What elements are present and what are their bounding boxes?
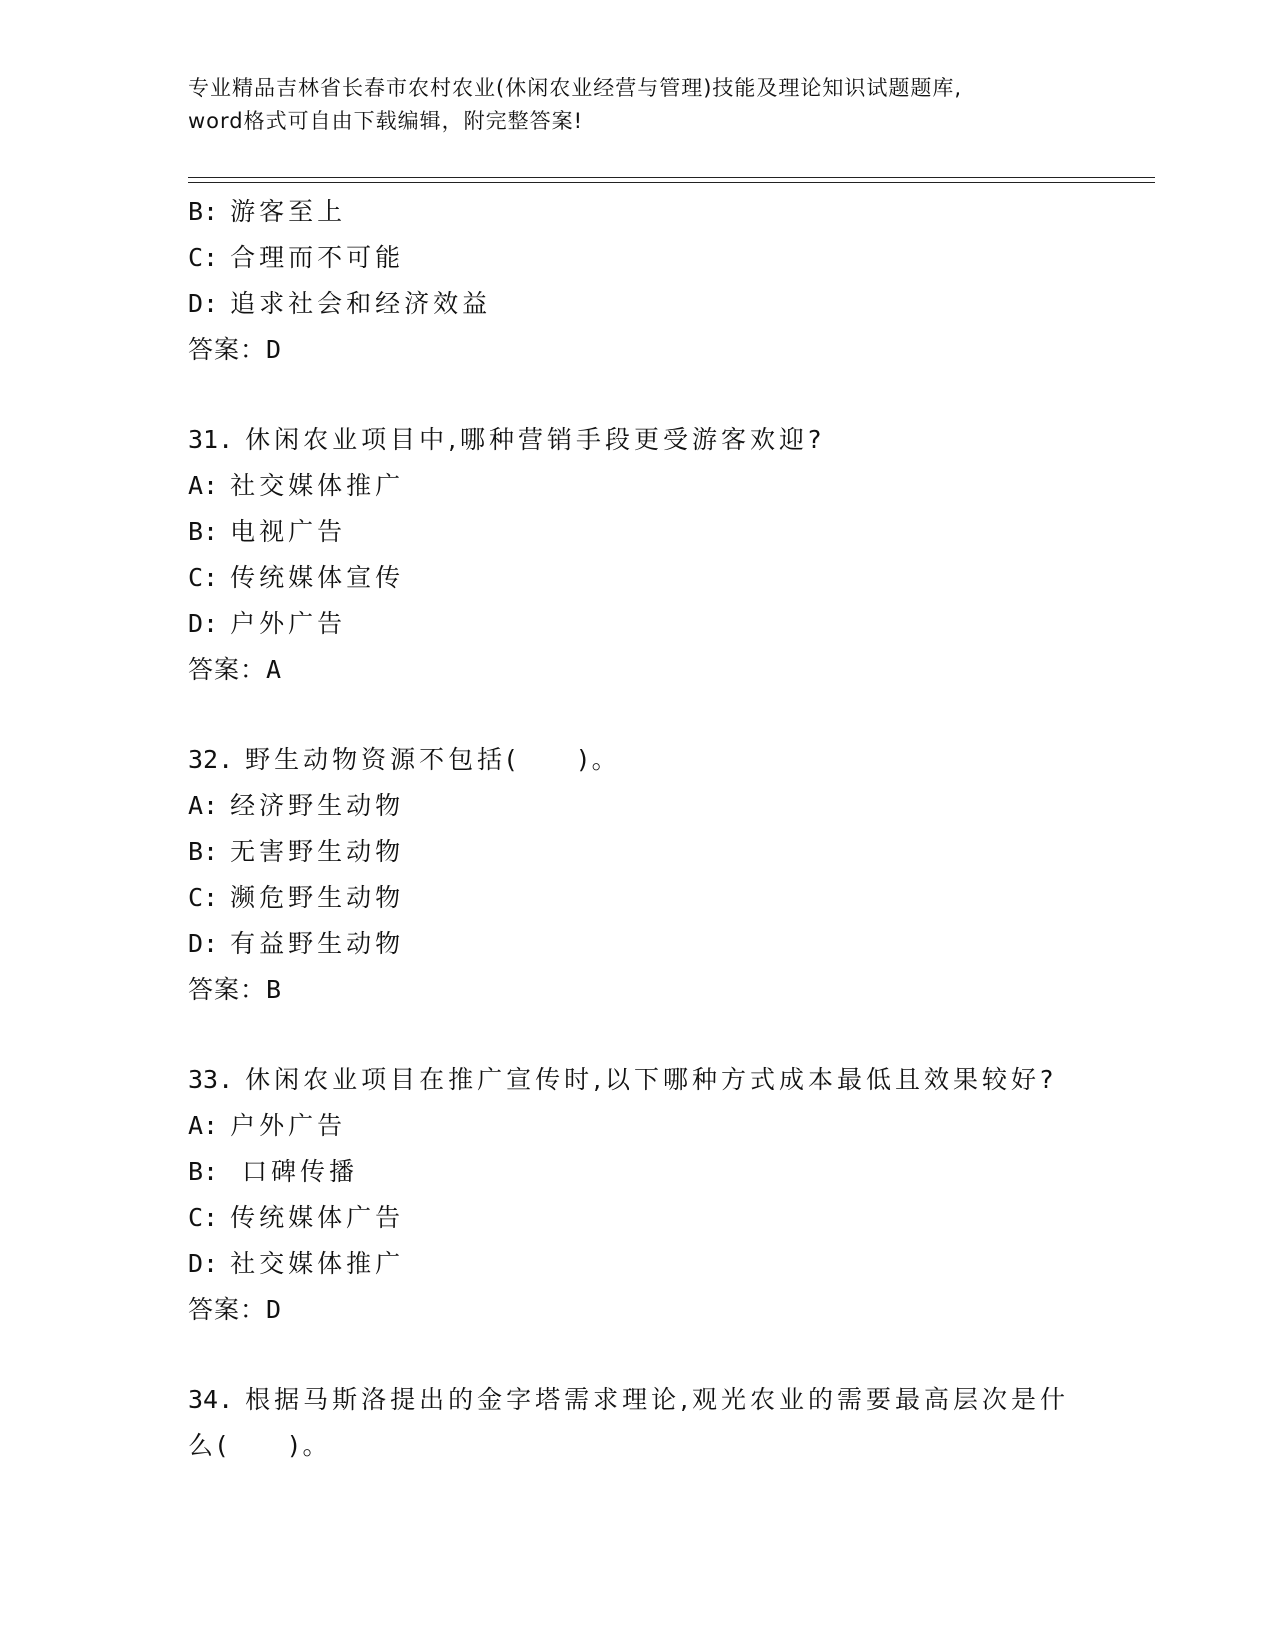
question-text [188,1377,1088,1469]
option-c [188,555,1148,601]
answer-line [188,967,1148,1013]
header-title-line2: word格式可自由下载编辑，附完整答案! [188,109,584,133]
option-text: 电视广告 [230,517,347,546]
option-text: 户外广告 [230,609,347,638]
question-text [188,737,1088,783]
answer-value: D [266,1295,283,1324]
question-number: 33. [188,1065,234,1094]
question-number: 34. [188,1385,234,1414]
answer-value: B [266,975,283,1004]
answer-line [188,647,1148,693]
answer-line [188,1287,1148,1333]
option-key: A: [188,1111,219,1140]
option-text: 经济野生动物 [230,791,405,820]
option-text: 有益野生动物 [230,929,405,958]
question-text [188,417,1088,463]
header-divider-top [188,177,1155,178]
option-text: 口碑传播 [230,1157,359,1186]
option-a [188,1103,1148,1149]
option-text: 社交媒体推广 [230,1249,405,1278]
question-block [188,1377,1148,1469]
option-text: 户外广告 [230,1111,347,1140]
option-a [188,463,1148,509]
option-key: D: [188,609,219,638]
question-body: 休闲农业项目中,哪种营销手段更受游客欢迎? [245,425,826,454]
option-key: C: [188,883,219,912]
answer-label: 答案： [188,975,267,1004]
option-b [188,509,1148,555]
option-text: 游客至上 [230,197,347,226]
option-key: B: [188,197,219,226]
option-d [188,921,1148,967]
option-key: D: [188,1249,219,1278]
option-text: 传统媒体宣传 [230,563,405,592]
option-text: 濒危野生动物 [230,883,405,912]
answer-label: 答案： [188,655,267,684]
option-key: B: [188,1157,219,1186]
question-body: 休闲农业项目在推广宣传时,以下哪种方式成本最低且效果较好? [245,1065,1058,1094]
answer-value: D [266,335,283,364]
option-text: 合理而不可能 [230,243,405,272]
option-key: C: [188,1203,219,1232]
question-body: 野生动物资源不包括( )。 [245,745,621,774]
document-header [188,72,1088,138]
question-number: 32. [188,745,234,774]
option-key: C: [188,243,219,272]
option-text: 无害野生动物 [230,837,405,866]
question-block [188,417,1148,693]
option-key: D: [188,289,219,318]
question-block [188,1057,1148,1333]
option-text: 追求社会和经济效益 [230,289,492,318]
header-title-line1: 专业精品吉林省长春市农村农业(休闲农业经营与管理)技能及理论知识试题题库, [188,76,963,100]
option-key: A: [188,791,219,820]
question-text [188,1057,1088,1103]
option-key: C: [188,563,219,592]
option-a [188,783,1148,829]
option-key: B: [188,517,219,546]
header-divider-bottom [188,182,1155,183]
answer-label: 答案： [188,1295,267,1324]
question-body: 根据马斯洛提出的金字塔需求理论,观光农业的需要最高层次是什么( )。 [188,1385,1070,1460]
question-block [188,737,1148,1013]
option-b [188,189,1148,235]
option-key: D: [188,929,219,958]
answer-value: A [266,655,283,684]
option-text: 传统媒体广告 [230,1203,405,1232]
option-c [188,1195,1148,1241]
option-b [188,1149,1148,1195]
option-d [188,1241,1148,1287]
option-c [188,235,1148,281]
option-c [188,875,1148,921]
question-number: 31. [188,425,234,454]
option-d [188,281,1148,327]
option-key: A: [188,471,219,500]
answer-line [188,327,1148,373]
option-text: 社交媒体推广 [230,471,405,500]
option-d [188,601,1148,647]
answer-label: 答案： [188,335,267,364]
option-b [188,829,1148,875]
previous-question-block [188,189,1148,373]
option-key: B: [188,837,219,866]
question-list [188,189,1148,1469]
